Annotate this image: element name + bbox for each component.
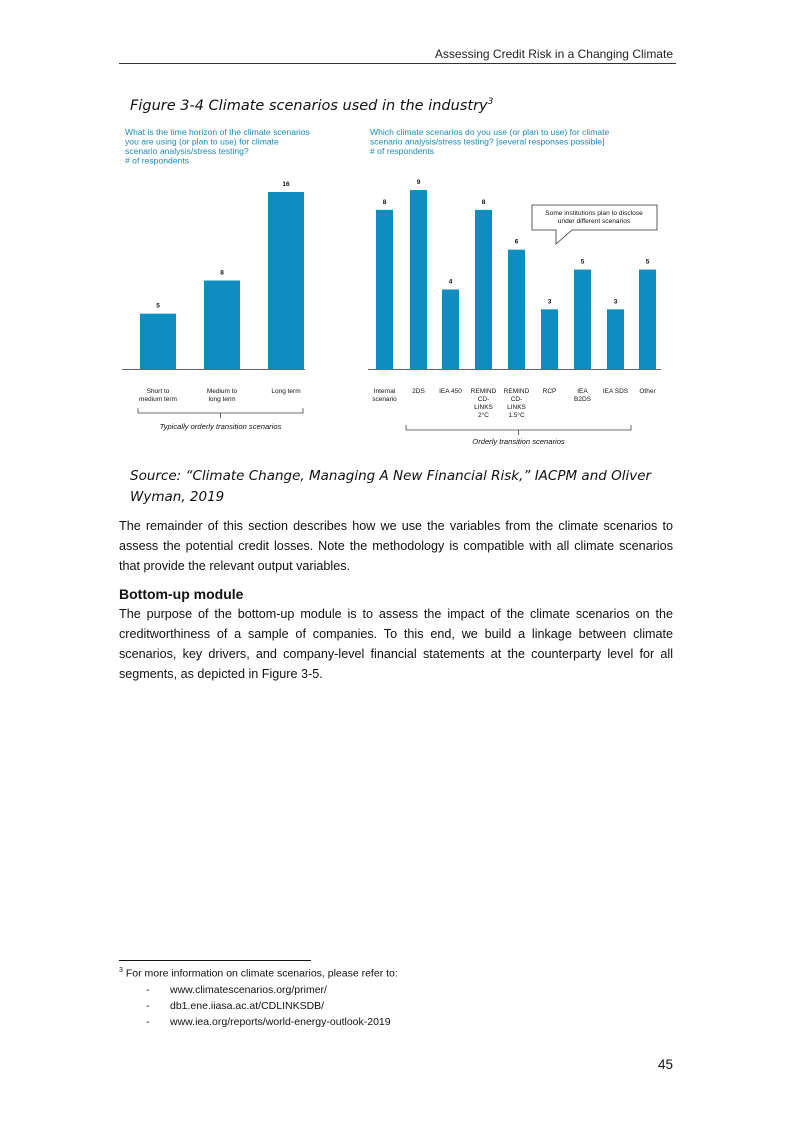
chart-1-bar <box>204 281 240 370</box>
chart-1-question-line: scenario analysis/stress testing? <box>125 146 249 156</box>
chart-2-category-label: RCP <box>542 388 557 395</box>
chart-2-category-label: scenario <box>372 396 397 403</box>
chart-2-category-label: LINKS <box>474 404 493 411</box>
chart-2-callout-text: Some institutions plan to disclose <box>545 210 643 217</box>
footnote <box>119 967 669 1030</box>
chart-2-bar <box>508 250 525 369</box>
footnote-link-2[interactable]: - db1.ene.iiasa.ac.at/CDLINKSDB/ <box>119 998 669 1014</box>
chart-2-category-label: 2DS <box>412 388 425 395</box>
chart-1-category-label: Short to <box>146 388 170 395</box>
chart-2-bar <box>442 289 459 369</box>
figure-source: Source: “Climate Change, Managing A New Financial Risk,” IACPM and Oliver Wyman, 2019 <box>130 468 652 505</box>
chart-2-bar <box>639 270 656 369</box>
climate-scenarios-chart <box>0 0 793 460</box>
chart-2-category-label: 1.5°C <box>508 412 525 419</box>
chart-2-value-label: 5 <box>645 258 650 266</box>
chart-1-group-label: Typically orderly transition scenarios <box>159 422 282 431</box>
chart-2-bar <box>475 210 492 369</box>
chart-2-category-label: B2DS <box>574 396 591 403</box>
chart-2-category-label: IEA 450 <box>439 388 462 395</box>
chart-2-category-label: Internal <box>373 388 396 395</box>
chart-2-category-label: IEA <box>577 388 588 395</box>
chart-1-category-label: Medium to <box>206 388 238 395</box>
figure-title-text: Figure 3-4 Climate scenarios used in the industry <box>130 97 488 114</box>
running-header: Assessing Credit Risk in a Changing Climate <box>434 47 673 61</box>
chart-2-bar <box>607 309 624 369</box>
chart-2-category-label: 2°C <box>478 412 489 419</box>
chart-2-category-label: LINKS <box>507 404 526 411</box>
chart-1-question-line: # of respondents <box>125 155 190 166</box>
chart-1-value-label: 16 <box>282 181 290 188</box>
chart-2-group-label: Orderly transition scenarios <box>472 437 565 446</box>
figure-footnote-ref: 3 <box>487 97 494 107</box>
footnote-rule <box>119 960 311 961</box>
chart-2-question-line: scenario analysis/stress testing? [several responses possible] <box>370 136 605 147</box>
chart-2-question-line: Which climate scenarios do you use (or plan to use) for climate <box>370 127 610 137</box>
chart-2-category-label: CD- <box>477 396 490 403</box>
chart-1-bar <box>140 314 176 369</box>
chart-2-value-label: 5 <box>580 258 585 266</box>
chart-2-callout-text: under different scenarios <box>557 218 631 225</box>
chart-2-category-label: IEA SDS <box>602 388 629 395</box>
chart-2-value-label: 6 <box>514 238 519 246</box>
chart-2-value-label: 3 <box>613 298 618 306</box>
body-paragraph-1: The remainder of this section describes how we use the variables from the climate scenarios to assess the potential credit losses. Note the methodology is compatible with all climate scenarios that provide the relevant output variables. <box>119 519 673 573</box>
chart-2-value-label: 9 <box>416 179 421 186</box>
chart-2-category-label: CD- <box>510 396 523 403</box>
chart-2-group-bracket <box>406 425 631 435</box>
chart-2-value-label: 3 <box>547 298 552 306</box>
chart-2-bar <box>376 210 393 369</box>
chart-2-value-label: 8 <box>382 198 387 206</box>
footnote-link-3[interactable]: - www.iea.org/reports/world-energy-outlook-2019 <box>119 1014 669 1030</box>
footnote-text: For more information on climate scenarios, please refer to: <box>125 967 398 980</box>
chart-1-value-label: 8 <box>220 269 224 277</box>
footnote-link-1[interactable]: - www.climatescenarios.org/primer/ <box>119 982 669 998</box>
chart-1-category-label: Long term <box>271 388 301 395</box>
section-heading: Bottom-up module <box>119 586 244 602</box>
chart-2-value-label: 4 <box>448 278 453 286</box>
chart-1-bar <box>268 192 304 369</box>
footnote-number: 3 <box>119 967 123 974</box>
chart-1-category-label: medium term <box>139 396 177 403</box>
chart-2-bar <box>574 270 591 369</box>
chart-2-bar <box>410 190 427 369</box>
chart-1-question-line: you are using (or plan to use) for climate <box>125 136 279 147</box>
page-number: 45 <box>657 1057 673 1072</box>
chart-1-value-label: 5 <box>156 302 160 310</box>
chart-2-bar <box>541 309 558 369</box>
chart-2-category-label: REMIND <box>470 388 497 395</box>
chart-1-group-bracket <box>138 408 303 418</box>
chart-1-category-label: long term <box>208 396 236 403</box>
chart-1-question-line: What is the time horizon of the climate scenarios <box>125 127 310 137</box>
body-paragraph-2: The purpose of the bottom-up module is to assess the impact of the climate scenarios on the creditworthiness of a sample of companies. To this end, we build a linkage between climate scenarios, key drivers, and company-level financial statements at the counterparty level for all segments, as depicted in Figure 3-5. <box>119 607 673 681</box>
chart-2-value-label: 8 <box>481 198 486 206</box>
chart-2-category-label: REMIND <box>503 388 530 395</box>
chart-2-question-line: # of respondents <box>370 146 435 156</box>
chart-2-category-label: Other <box>639 388 656 395</box>
